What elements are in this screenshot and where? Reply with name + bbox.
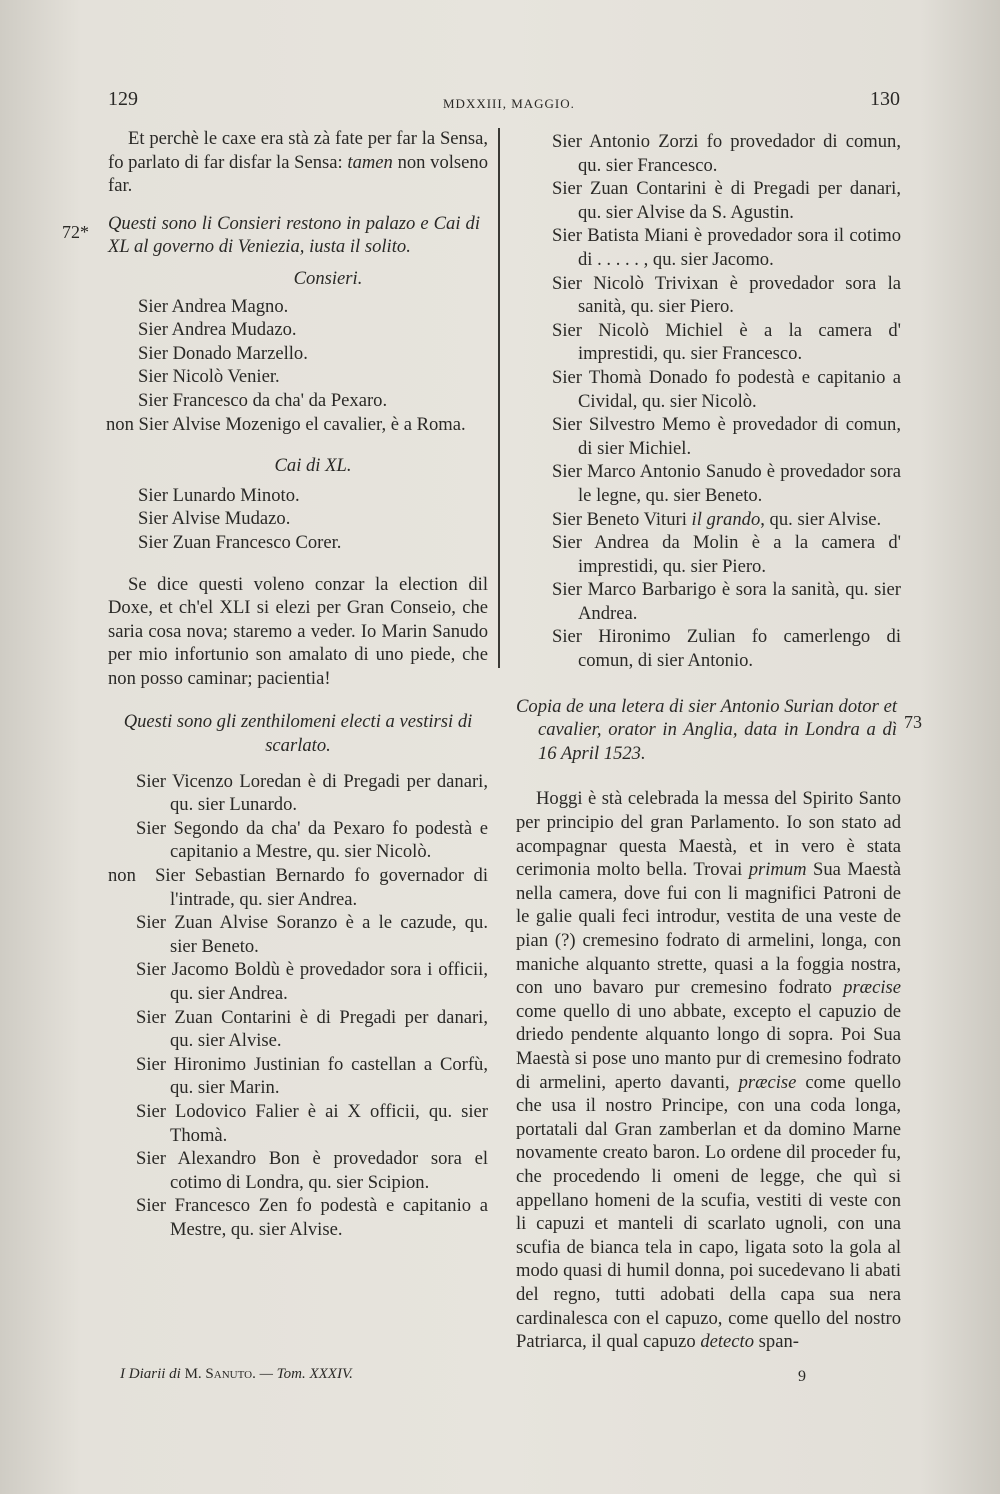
intro-end: non volseno far. [108,151,488,197]
scarlato-entry: Sier Vicenzo Loredan è di Pregadi per danari, qu. sier Lunardo. [136,770,488,816]
letter-heading: Copia de una letera di sier Antonio Surian dotor et cavalier, orator in Anglia, data in Londra a dì 16 April 1523. [516,695,897,764]
heading-scarlato: Questi sono gli zenthilomeni electi a vestirsi di scarlato. [123,711,473,757]
scarlato-entry: Sier Hironimo Justinian fo castellan a Corfù, qu. sier Marin. [136,1053,488,1099]
cai-item: Sier Alvise Mudazo. [138,508,291,530]
consieri-item: Sier Francesco da cha' da Pexaro. [138,389,388,411]
consieri-item: Sier Nicolò Venier. [138,366,280,388]
scarlato-entry: Sier Marco Antonio Sanudo è provedador sora le legne, qu. sier Beneto. [552,461,901,506]
scarlato-entry: Sier Zuan Contarini è di Pregadi per danari, qu. sier Alvise. [136,1006,488,1052]
vituri-name: Sier Beneto Vituri [552,508,687,530]
column-divider [498,128,500,668]
scarlato-entry: Sier Lodovico Falier è ai X officii, qu. sier Thomà. [136,1100,488,1146]
consieri-non-item [106,413,488,437]
margin-number-73: 73 [904,712,922,732]
vituri-italic: il grando [691,508,761,530]
non-prefix: non [108,865,136,887]
running-title: MDXXIII, MAGGIO. [443,96,575,111]
letter-text: Sua Maestà nella camera, dove fui con li magnifici Patroni de le galie quali feci introdur, vestita de una veste de pian (?) cremesino fodrato di armelini, longa, con maniche alquanto strette, quasi a la foggia nostra, con uno bavaro pur cremesino fodrato [516,859,902,999]
sanudo-paragraph: Se dice questi voleno conzar la election dil Doxe, et ch'el XLI si elezi per Gran Conseio, che saria cosa nova; staremo a veder. Io Marin Sanudo per mio infortunio son amalato di uno piede, che non posso caminar; pacientia! [108,573,488,689]
intro-text: Et perchè le caxe era stà zà fate per far la Sensa, fo parlato di far disfar la Sensa: [108,128,488,173]
non-prefix: non [106,413,134,435]
consieri-item: Sier Donado Marzello. [138,342,308,364]
letter-body [516,787,901,1353]
letter-text: span- [758,1331,799,1353]
letter-text: come quello che usa il nostro Principe, con una coda longa, portatali dal Gran zamberlan et da domino Marne novamente creato baron. Lo ordene dil proceder fu, che procedendo li omeni de legge, che quì si appellano homeni de la scufia, vestiti di veste con li capuzi et manteli di scarlato ugnoli, con una scufia de bianca tela in capo, ligata soto la gola al modo quasi di humil donna, poi sucedevano li abati del regno, tutti adobati della capa sua nera cardinalesca con el capuzo, come quello del nostro Patriarca, il qual capuzo [516,1071,901,1353]
letter-italic: præcise [843,977,901,999]
cai-item: Sier Lunardo Minoto. [138,484,300,506]
footer-author: M. Sanuto. [184,1366,256,1382]
scarlato-entry: Sier Nicolò Michiel è a la camera d' imprestidi, qu. sier Francesco. [552,319,901,365]
vituri-end: , qu. sier Alvise. [760,508,882,530]
non-text: Sier Alvise Mozenigo el cavalier, è a Roma. [138,413,466,435]
intro-paragraph [108,127,488,198]
scarlato-entry-vituri [552,508,901,532]
scarlato-entry: Sier Zuan Alvise Soranzo è a le cazude, qu. sier Beneto. [136,912,488,957]
scarlato-entry: Sier Silvestro Memo è provedador di comun, di sier Michiel. [552,414,901,459]
letter-text: come quello di uno abbate, excepto el capuzio de driedo pendente alquanto longo di sopra. Poi Sua Maestà si pose uno manto pur di cremesino fodrato di armelini, aperto davanti, [516,1000,901,1093]
intro-tamen: tamen [347,151,393,173]
right-column [516,130,901,1354]
heading-consieri-cai: Questi sono li Consieri restono in palazo e Cai di XL al governo di Veniezia, iusta il solito. [108,212,480,258]
scarlato-entry: Sier Andrea da Molin è a la camera d' imprestidi, qu. sier Piero. [552,532,901,577]
scarlato-entry: Sier Marco Barbarigo è sora la sanità, qu. sier Andrea. [552,579,901,624]
cai-item: Sier Zuan Francesco Corer. [138,531,342,553]
signature-number: 9 [798,1368,806,1385]
scarlato-entry: Sier Antonio Zorzi fo provedador di comun, qu. sier Francesco. [552,131,901,176]
footer-text: I Diarii di [120,1366,181,1382]
scarlato-entry: Sier Segondo da cha' da Pexaro fo podestà e capitanio a Mestre, qu. sier Nicolò. [136,817,488,863]
consieri-title: Consieri. [293,267,363,289]
left-column [108,127,488,1242]
scarlato-entry: Sier Hironimo Zulian fo camerlengo di comun, di sier Antonio. [552,626,901,672]
scarlato-non-entry [108,864,488,911]
footer-volume: — Tom. XXXIV. [259,1366,353,1382]
non-text: Sier Sebastian Bernardo fo governador di l'intrade, qu. sier Andrea. [155,865,488,910]
consieri-item: Sier Andrea Magno. [138,295,289,317]
scarlato-entry: Sier Thomà Donado fo podestà e capitanio a Cividal, qu. sier Nicolò. [552,366,901,412]
scarlato-entry: Sier Francesco Zen fo podestà e capitanio a Mestre, qu. sier Alvise. [136,1195,488,1240]
page-number-left: 129 [108,88,138,110]
scarlato-entry: Sier Nicolò Trivixan è provedador sora la sanità, qu. sier Piero. [552,272,901,318]
scarlato-entry: Sier Jacomo Boldù è provedador sora i officii, qu. sier Andrea. [136,959,488,1004]
scarlato-entry: Sier Zuan Contarini è di Pregadi per danari, qu. sier Alvise da S. Agustin. [552,178,901,223]
scarlato-entry: Sier Alexandro Bon è provedador sora el cotimo di Londra, qu. sier Scipion. [136,1148,488,1193]
cai-title: Cai di XL. [274,455,352,477]
letter-italic: præcise [738,1071,797,1093]
margin-number-72: 72* [62,222,89,242]
letter-italic: primum [748,859,807,881]
footer-citation [120,1366,353,1383]
page-number-right: 130 [870,88,900,110]
letter-text: Hoggi è stà celebrada la messa del Spirito Santo per principio del gran Parlamento. Io son stato ad acompagnar questa Maestà, et in vero è stata cerimonia molto bella. Trovai [516,788,901,881]
letter-italic: detecto [700,1331,754,1353]
scarlato-entry: Sier Batista Miani è provedador sora il cotimo di . . . . . , qu. sier Jacomo. [552,225,901,270]
consieri-item: Sier Andrea Mudazo. [138,319,297,341]
